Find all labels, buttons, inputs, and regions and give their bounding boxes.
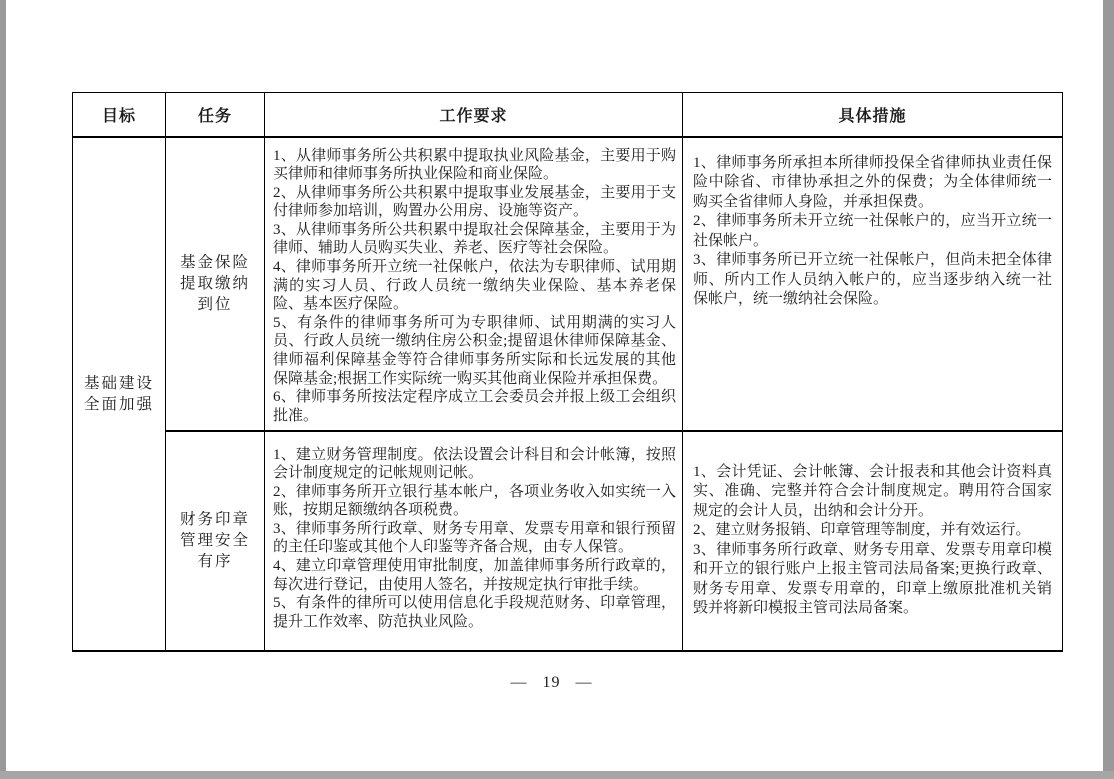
measure-item: 2、律师事务所未开立统一社保帐户的，应当开立统一社保帐户。 [693, 213, 1052, 249]
table-row-finance-seal [73, 431, 1063, 651]
requirement-item: 6、律师事务所按法定程序成立工会委员会并报上级工会组织批准。 [273, 389, 676, 424]
requirements-cell-2 [265, 431, 683, 651]
measure-item: 3、律师事务所行政章、财务专用章、发票专用章印模和开立的银行账户上报主管司法局备案;更换行政章、财务专用章、发票专用章的，印章上缴原批准机关销毁并将新印模报主管司法局备案。 [693, 541, 1052, 616]
measure-item: 2、建立财务报销、印章管理等制度，并有效运行。 [693, 522, 1031, 538]
table-row-fund-insurance [73, 137, 1063, 431]
measures-cell-1 [683, 137, 1063, 431]
requirement-item: 1、从律师事务所公共积累中提取执业风险基金，主要用于购买律师和律师事务所执业保险和商业保险。 [273, 147, 676, 183]
task-line: 提取缴纳 [179, 275, 250, 292]
page-number: — 19 — [510, 674, 593, 691]
measures-cell-2 [683, 431, 1063, 651]
table-header-row [73, 93, 1063, 137]
requirement-item: 5、有条件的律师事务所可为专职律师、试用期满的实习人员、行政人员统一缴纳住房公积金;提留退休律师保障基金、律师福利保障基金等符合律师事务所实际和长远发展的其他保障基金;根据工作实际统一购买其他商业保险并承担保费。 [273, 314, 676, 387]
viewer-edge-left [0, 0, 6, 779]
requirements-cell-1 [265, 137, 683, 431]
requirement-item: 5、有条件的律所可以使用信息化手段规范财务、印章管理，提升工作效率、防范执业风险。 [273, 595, 676, 630]
task-line: 到位 [197, 296, 233, 313]
task-line: 有序 [197, 553, 233, 570]
measure-item: 3、律师事务所已开立统一社保帐户，但尚未把全体律师、所内工作人员纳入帐户的，应当逐步纳入统一社保帐户，统一缴纳社会保险。 [693, 252, 1052, 307]
task-cell-fund-insurance [166, 137, 265, 431]
requirement-item: 3、从律师事务所公共积累中提取社会保障基金，主要用于为律师、辅助人员购买失业、养老、医疗等社会保险。 [273, 221, 676, 257]
measure-item: 1、律师事务所承担本所律师投保全省律师执业责任保险中除省、市律协承担之外的保费；为全体律师统一购买全省律师人身险，并承担保费。 [693, 154, 1052, 210]
measure-item: 1、会计凭证、会计帐簿、会计报表和其他会计资料真实、准确、完整并符合会计制度规定。聘用符合国家规定的会计人员，出纳和会计分开。 [693, 463, 1052, 519]
work-plan-table [72, 92, 1063, 652]
requirement-item: 2、律师事务所开立银行基本帐户，各项业务收入如实统一入账，按期足额缴纳各项税费。 [273, 483, 676, 519]
requirement-item: 3、律师事务所行政章、财务专用章、发票专用章和银行预留的主任印鉴或其他个人印鉴等齐备合规，由专人保管。 [273, 520, 676, 556]
task-line: 基金保险 [179, 254, 250, 271]
viewer-edge-right [1103, 0, 1114, 779]
task-cell-finance-seal [166, 431, 265, 651]
header-task: 任务 [166, 93, 265, 137]
task-line: 管理安全 [179, 532, 250, 549]
viewer-edge-bottom [0, 771, 1114, 779]
requirement-item: 4、建立印章管理使用审批制度，加盖律师事务所行政章的，每次进行登记，由使用人签名，并按规定执行审批手续。 [273, 558, 676, 593]
requirement-item: 2、从律师事务所公共积累中提取事业发展基金，主要用于支付律师参加培训，购置办公用房、设施等资产。 [273, 184, 676, 220]
header-work-requirements: 工作要求 [265, 93, 683, 137]
goal-line: 全面加强 [83, 395, 154, 413]
requirement-item: 4、律师事务所开立统一社保帐户，依法为专职律师、试用期满的实习人员、行政人员统一缴纳失业保险、基本养老保险、基本医疗保险。 [273, 259, 676, 313]
requirement-item: 1、建立财务管理制度。依法设置会计科目和会计帐簿，按照会计制度规定的记帐规则记帐。 [273, 446, 676, 482]
header-goal: 目标 [73, 93, 166, 137]
goal-cell [73, 137, 166, 651]
header-specific-measures: 具体措施 [683, 93, 1063, 137]
task-line: 财务印章 [179, 511, 250, 528]
goal-line: 基础建设 [83, 374, 154, 392]
